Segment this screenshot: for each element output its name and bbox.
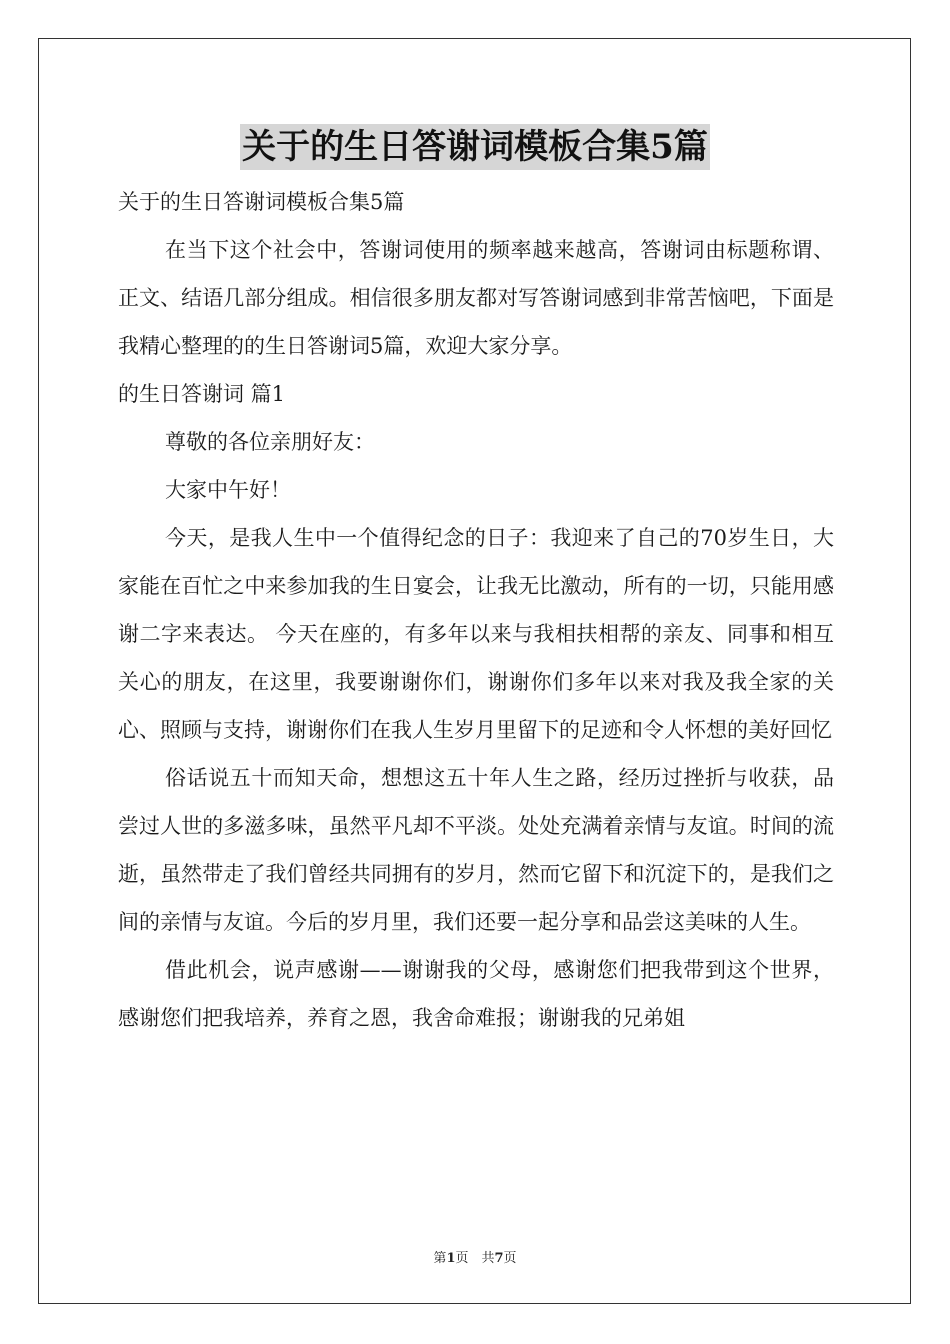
- paragraph: 今天，是我人生中一个值得纪念的日子：我迎来了自己的70岁生日，大家能在百忙之中来参加我的生日宴会，让我无比激动，所有的一切，只能用感谢二字来表达。 今天在座的，有多年以来与我相扶相帮的亲友、同事和相互关心的朋友，在这里，我要谢谢你们，谢谢你们多年以来对我及我全家的关心、照顾与支持，谢谢你们在我人生岁月里留下的足迹和令人怀想的美好回忆: [118, 526, 834, 742]
- paragraph: 大家中午好！: [165, 478, 291, 502]
- footer-page-mid: 页 共: [455, 1251, 495, 1266]
- paragraph: 关于的生日答谢词模板合集5篇: [118, 190, 405, 214]
- footer-page-total: 7: [494, 1251, 504, 1266]
- footer-page-suffix: 页: [503, 1251, 517, 1266]
- paragraph: 在当下这个社会中，答谢词使用的频率越来越高，答谢词由标题称谓、正文、结语几部分组成。相信很多朋友都对写答谢词感到非常苦恼吧，下面是我精心整理的的生日答谢词5篇，欢迎大家分享。: [118, 238, 834, 358]
- footer-page-prefix: 第: [433, 1251, 447, 1266]
- paragraph: 借此机会，说声感谢——谢谢我的父母，感谢您们把我带到这个世界，感谢您们把我培养，养育之恩，我舍命难报；谢谢我的兄弟姐: [118, 958, 834, 1030]
- footer-page-current: 1: [446, 1251, 456, 1266]
- section-heading: 的生日答谢词 篇1: [118, 382, 286, 406]
- document-body: [118, 178, 834, 1042]
- document-title: 关于的生日答谢词模板合集5篇: [240, 124, 710, 170]
- paragraph: 俗话说五十而知天命，想想这五十年人生之路，经历过挫折与收获，品尝过人世的多滋多味，虽然平凡却不平淡。处处充满着亲情与友谊。时间的流逝，虽然带走了我们曾经共同拥有的岁月，然而它留下和沉淀下的，是我们之间的亲情与友谊。今后的岁月里，我们还要一起分享和品尝这美味的人生。: [118, 766, 834, 934]
- paragraph: 尊敬的各位亲朋好友：: [165, 430, 375, 454]
- page-footer: [0, 1247, 950, 1266]
- title-container: [0, 124, 950, 170]
